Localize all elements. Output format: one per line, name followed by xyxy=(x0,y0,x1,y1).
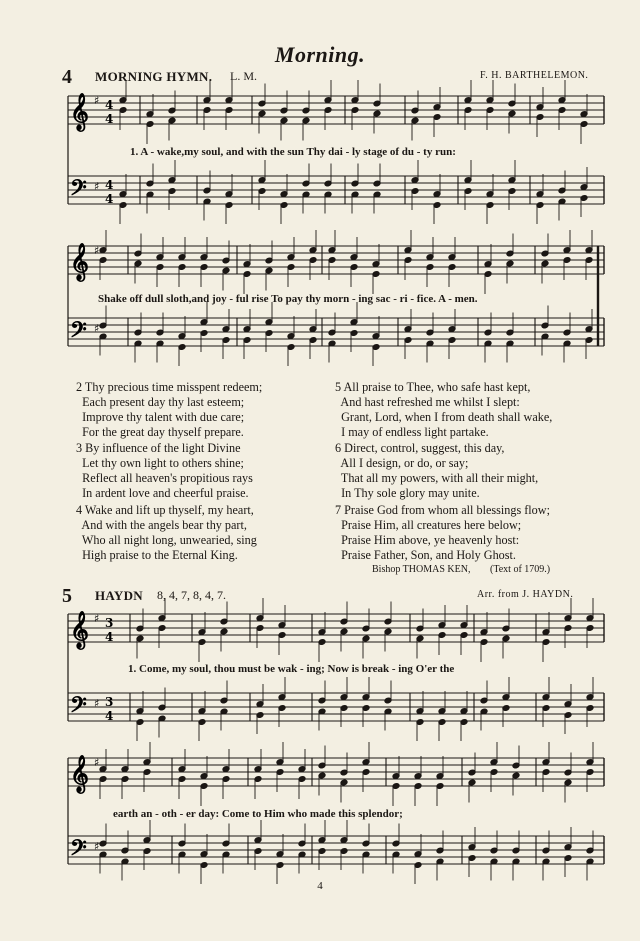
key-signature-icon: ♯ xyxy=(94,94,100,107)
time-signature: 4 xyxy=(105,192,114,206)
treble-clef-icon: 𝄞 xyxy=(70,92,89,130)
time-signature: 4 xyxy=(105,709,114,723)
key-signature-icon: ♯ xyxy=(94,612,100,625)
section-title: Morning. xyxy=(274,42,366,67)
hymn-number: 5 xyxy=(62,585,72,607)
time-signature: 4 xyxy=(105,178,114,192)
verse-4: 4 Wake and lift up thyself, my heart, And with the angels bear thy part, Who all night long, unwearied, sing High praise to the Eternal King. xyxy=(76,503,257,562)
time-signature: 4 xyxy=(105,630,114,644)
verse-2: 2 Thy precious time misspent redeem; Each present day thy last esteem; Improve thy talent with due care; For the great day thyself prepare. xyxy=(76,380,263,439)
verse-7: 7 Praise God from whom all blessings flow; Praise Him, all creatures here below; Praise Him above, ye heavenly host: Praise Father, Son, and Holy Ghost. xyxy=(335,503,550,562)
composer-credit: Arr. from J. HAYDN. xyxy=(477,589,574,600)
lyrics-line: Shake off dull sloth,and joy - ful rise To pay thy morn - ing sac - ri - fice. A - men. xyxy=(98,293,478,305)
hymn-title: HAYDN xyxy=(95,588,143,603)
lyrics-line: earth an - oth - er day: Come to Him who made this splendor; xyxy=(113,808,403,820)
bass-clef-icon: 𝄢 xyxy=(70,176,87,206)
hymn-number: 4 xyxy=(62,66,72,88)
key-signature-icon: ♯ xyxy=(94,840,100,853)
bass-clef-icon: 𝄢 xyxy=(70,318,87,348)
key-signature-icon: ♯ xyxy=(94,322,100,335)
treble-clef-icon: 𝄞 xyxy=(70,242,89,280)
lyrics-line: 1. Come, my soul, thou must be wak - ing; Now is break - ing O'er the xyxy=(128,663,455,675)
key-signature-icon: ♯ xyxy=(94,180,100,193)
bass-clef-icon: 𝄢 xyxy=(70,836,87,866)
time-signature: 3 xyxy=(105,616,114,630)
time-signature: 3 xyxy=(105,695,114,709)
treble-clef-icon: 𝄞 xyxy=(70,610,89,648)
key-signature-icon: ♯ xyxy=(94,244,100,257)
verse-5: 5 All praise to Thee, who safe hast kept, And hast refreshed me whilst I slept: Grant, Lord, when I from death shall wake, I may of endless light partake. xyxy=(335,380,553,439)
hymn-title: MORNING HYMN. xyxy=(95,69,213,84)
key-signature-icon: ♯ xyxy=(94,756,100,769)
time-signature: 4 xyxy=(105,112,114,126)
author-credit: Bishop THOMAS KEN, xyxy=(372,564,471,575)
verse-6: 6 Direct, control, suggest, this day, All I design, or do, or say; That all my powers, with all their might, In Thy sole glory may unite. xyxy=(335,441,539,500)
page-number: 4 xyxy=(317,880,323,892)
bass-clef-icon: 𝄢 xyxy=(70,693,87,723)
hymn-meter: L. M. xyxy=(230,69,257,83)
key-signature-icon: ♯ xyxy=(94,697,100,710)
treble-clef-icon: 𝄞 xyxy=(70,754,89,792)
verse-3: 3 By influence of the light Divine Let thy own light to others shine; Reflect all heaven's propitious rays In ardent love and cheerful praise. xyxy=(76,441,253,500)
composer-credit: F. H. BARTHELEMON. xyxy=(480,70,589,81)
lyrics-line: 1. A - wake,my soul, and with the sun Thy dai - ly stage of du - ty run: xyxy=(130,146,456,158)
time-signature: 4 xyxy=(105,98,114,112)
hymn-meter: 8, 4, 7, 8, 4, 7. xyxy=(157,588,226,602)
text-date: (Text of 1709.) xyxy=(490,564,551,575)
